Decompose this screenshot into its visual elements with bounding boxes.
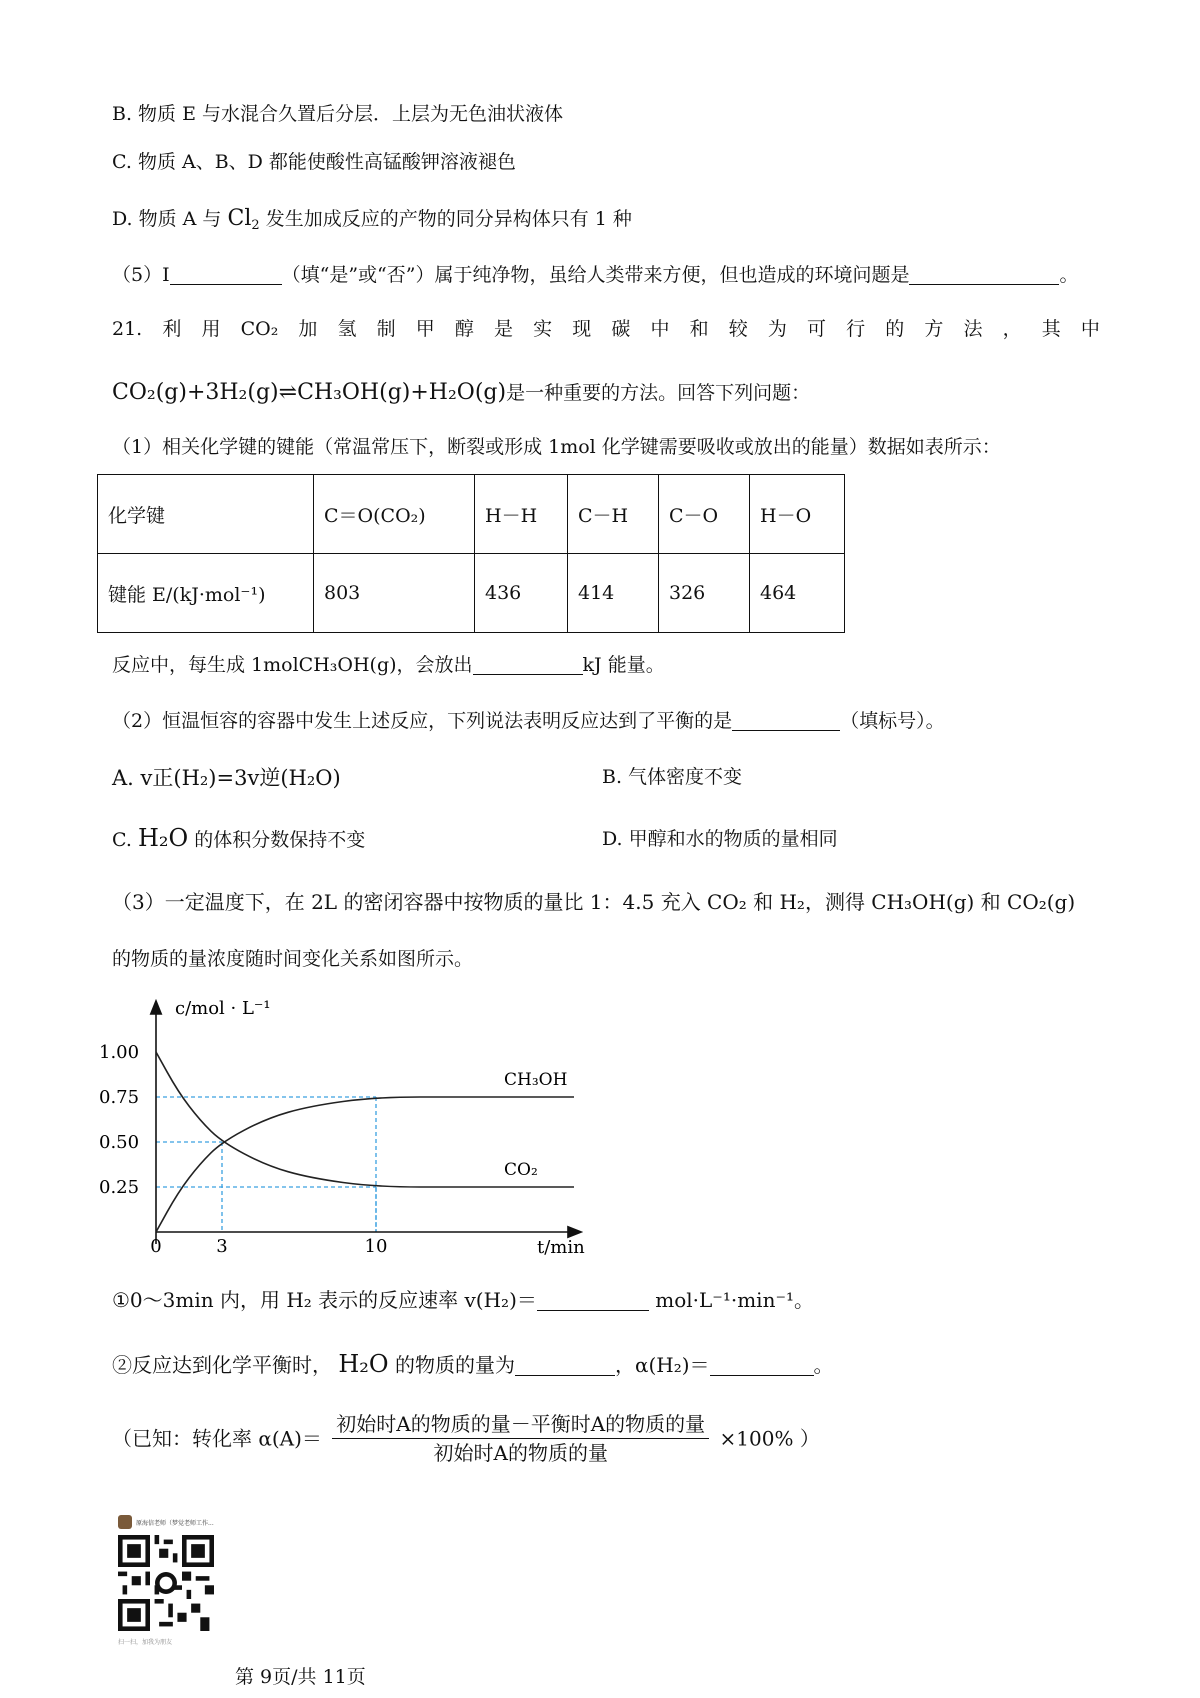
s2-mid: 的物质的量为 — [394, 1353, 515, 1377]
answer-blank[interactable] — [732, 710, 840, 731]
x-tick-label: 0 — [150, 1236, 162, 1257]
q21-word: 其 — [1041, 318, 1061, 340]
sub-question-2 — [112, 1350, 834, 1379]
x-axis-label: t/min — [537, 1237, 585, 1258]
q5-pre: （5）I — [112, 264, 170, 286]
option-d — [112, 206, 632, 234]
q21-word: CO₂ — [240, 318, 279, 340]
question-5 — [112, 264, 1078, 287]
table-header-cell: 化学键 — [98, 475, 314, 554]
answer-blank[interactable] — [710, 1355, 814, 1376]
conversion-formula — [112, 1412, 820, 1465]
part-3-intro: （3）一定温度下，在 2L 的密闭容器中按物质的量比 1：4.5 充入 CO₂ 和 H₂，测得 CH₃OH(g) 和 CO₂(g) — [112, 890, 1076, 914]
answer-blank[interactable] — [473, 654, 583, 675]
q1-post: kJ 能量。 — [582, 654, 665, 676]
fraction-numerator: 初始时A的物质的量－平衡时A的物质的量 — [332, 1412, 709, 1439]
x-tick-label: 3 — [216, 1236, 228, 1257]
table-cell: 436 — [475, 554, 568, 633]
option-d-post: 发生加成反应的产物的同分异构体只有 1 种 — [265, 208, 632, 230]
q21-word: 的 — [885, 318, 905, 340]
q21-word: 利 — [162, 318, 182, 340]
part-1-intro: （1）相关化学键的键能（常温常压下，断裂或形成 1mol 化学键需要吸收或放出的能量）数据如表所示： — [112, 436, 1001, 458]
answer-blank[interactable] — [909, 264, 1059, 285]
equation-tail: 是一种重要的方法。回答下列问题： — [506, 382, 811, 404]
x-tick-label: 10 — [364, 1236, 388, 1257]
table-cell: 414 — [568, 554, 659, 633]
y-tick-label: 0.25 — [99, 1177, 140, 1198]
q21-word: 行 — [846, 318, 866, 340]
avatar — [118, 1515, 132, 1529]
q21-word: 碳 — [611, 318, 631, 340]
option-c-text: 的体积分数保持不变 — [194, 829, 366, 851]
answer-blank[interactable] — [537, 1290, 649, 1311]
s2-alpha: ，α(H₂)＝ — [614, 1353, 710, 1377]
part-2-question — [112, 710, 945, 733]
q21-word: 醇 — [454, 318, 474, 340]
q21-word: 是 — [494, 318, 514, 340]
qr-subcaption: 扫一扫，加我为朋友 — [118, 1639, 173, 1646]
equilibrium-arrow: ⇌ — [278, 380, 298, 405]
y-tick-label: 0.50 — [99, 1132, 140, 1153]
q21-word: 加 — [298, 318, 318, 340]
q21-word: ， — [1002, 318, 1022, 340]
q21-word: 氢 — [337, 318, 357, 340]
option-d-pre: D. 物质 A 与 — [112, 208, 222, 230]
q21-word: 用 — [201, 318, 221, 340]
qr-caption: 原海信老师（梦觉老师工作... — [136, 1519, 214, 1527]
q1-pre: 反应中，每生成 1molCH₃OH(g)，会放出 — [112, 654, 473, 676]
equation-rhs: CH₃OH(g)+H₂O(g) — [297, 380, 507, 405]
q2-pre: （2）恒温恒容的容器中发生上述反应，下列说法表明反应达到了平衡的是 — [112, 710, 733, 732]
y-axis-label: c/mol · L⁻¹ — [175, 998, 271, 1019]
y-tick-label: 1.00 — [99, 1042, 140, 1063]
sub-question-1 — [112, 1288, 814, 1312]
q5-mid: （填“是”或“否”）属于纯净物，虽给人类带来方便，但也造成的环境问题是 — [281, 264, 910, 286]
table-header-cell: C－O — [659, 475, 750, 554]
q21-word: 可 — [807, 318, 827, 340]
q21-word: 21. — [112, 318, 143, 340]
qr-block — [118, 1515, 214, 1646]
q21-word: 中 — [1080, 318, 1100, 340]
answer-blank[interactable] — [170, 264, 282, 285]
q21-word: 方 — [924, 318, 944, 340]
formula-fraction — [332, 1412, 709, 1465]
table-row-label: 键能 E/(kJ·mol⁻¹) — [98, 554, 314, 633]
q21-word: 制 — [376, 318, 396, 340]
q21-word: 实 — [533, 318, 553, 340]
page-footer: 第 9页/共 11页 — [235, 1666, 366, 1688]
reaction-equation — [112, 380, 810, 406]
h2o-formula: H₂O — [137, 824, 189, 852]
table-header-cell: H－H — [475, 475, 568, 554]
table-header-cell: H－O — [750, 475, 845, 554]
q21-word: 法 — [963, 318, 983, 340]
part-3-intro-cont: 的物质的量浓度随时间变化关系如图所示。 — [112, 948, 474, 970]
series-label: CO₂ — [504, 1160, 538, 1180]
cl2-formula: $Cl_2$ — [227, 206, 260, 233]
y-tick-label: 0.75 — [99, 1087, 140, 1108]
formula-suffix: ×100% ） — [719, 1426, 820, 1451]
formula-prefix: （已知：转化率 α(A)＝ — [112, 1426, 322, 1451]
part-2-option-b: B. 气体密度不变 — [602, 766, 743, 788]
option-c-label: C. — [112, 829, 132, 851]
question-21-heading — [112, 318, 1100, 341]
concentration-time-chart — [95, 988, 595, 1258]
table-row — [98, 554, 845, 633]
table-header-cell: C－H — [568, 475, 659, 554]
equation-lhs: CO₂(g)+3H₂(g) — [112, 380, 279, 405]
s1-post: mol·L⁻¹·min⁻¹。 — [655, 1288, 815, 1312]
table-cell: 803 — [314, 554, 475, 633]
part-2-option-d: D. 甲醇和水的物质的量相同 — [602, 828, 838, 850]
table-cell: 326 — [659, 554, 750, 633]
option-c: C. 物质 A、B、D 都能使酸性高锰酸钾溶液褪色 — [112, 151, 516, 173]
answer-blank[interactable] — [515, 1355, 615, 1376]
q21-word: 现 — [572, 318, 592, 340]
part-2-option-c — [112, 824, 365, 853]
fraction-denominator: 初始时A的物质的量 — [433, 1441, 608, 1465]
part-1-question — [112, 654, 665, 677]
q21-word: 较 — [728, 318, 748, 340]
q21-word: 和 — [689, 318, 709, 340]
qr-code[interactable] — [118, 1535, 214, 1631]
table-row — [98, 475, 845, 554]
part-2-option-a: A. v正(H₂)=3v逆(H₂O) — [112, 766, 341, 790]
s1-pre: ①0～3min 内，用 H₂ 表示的反应速率 v(H₂)＝ — [112, 1288, 537, 1312]
table-header-cell: C＝O(CO₂) — [314, 475, 475, 554]
q2-post: （填标号）。 — [840, 710, 945, 732]
bond-energy-table — [97, 474, 845, 633]
q21-word: 中 — [650, 318, 670, 340]
q21-word: 为 — [767, 318, 787, 340]
h2o-formula: H₂O — [338, 1350, 389, 1378]
s2-pre: ②反应达到化学平衡时， — [112, 1353, 332, 1377]
table-cell: 464 — [750, 554, 845, 633]
q5-end: 。 — [1059, 264, 1079, 286]
option-b: B. 物质 E 与水混合久置后分层．上层为无色油状液体 — [112, 103, 563, 125]
series-label: CH₃OH — [504, 1070, 568, 1090]
q21-word: 甲 — [415, 318, 435, 340]
s2-end: 。 — [813, 1353, 834, 1377]
